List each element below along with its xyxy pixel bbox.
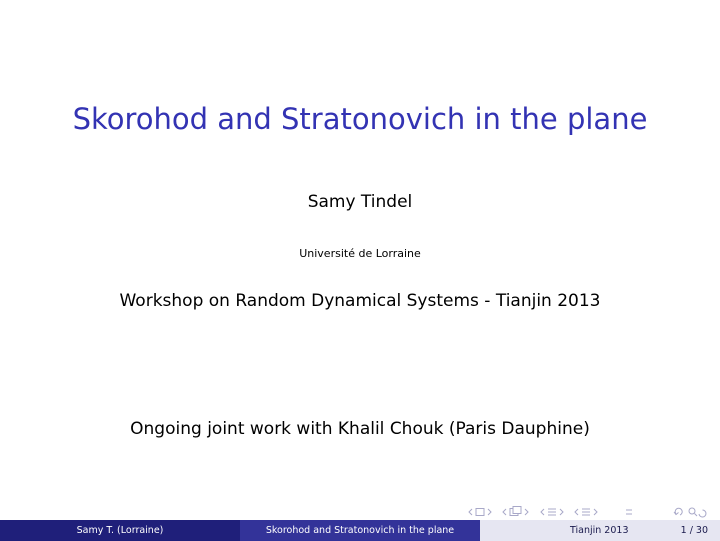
footer-date: Tianjin 2013 <box>570 525 629 536</box>
section-icon[interactable] <box>541 509 563 515</box>
navigation-symbols <box>466 505 710 519</box>
footer-author: Samy T. (Lorraine) <box>0 520 240 541</box>
document-icon[interactable] <box>575 509 597 515</box>
subsection-icon[interactable] <box>503 507 528 516</box>
footline <box>0 520 720 541</box>
page-number: 1 / 30 <box>680 525 708 536</box>
collaboration-note: Ongoing joint work with Khalil Chouk (Paris Dauphine) <box>130 419 590 439</box>
footer-info <box>480 520 720 541</box>
undo-icon[interactable] <box>674 508 682 515</box>
nav-left-arrow[interactable] <box>469 509 472 515</box>
author-name: Samy Tindel <box>307 192 413 212</box>
frame-icon[interactable] <box>476 509 484 516</box>
nav-right-arrow[interactable] <box>488 509 491 515</box>
slide-title: Skorohod and Stratonovich in the plane <box>72 102 648 136</box>
equals-icon[interactable] <box>626 510 632 514</box>
institute: Université de Lorraine <box>299 247 421 260</box>
event-name: Workshop on Random Dynamical Systems - Tianjin 2013 <box>119 291 601 311</box>
search-icon[interactable] <box>689 508 706 517</box>
footer-title: Skorohod and Stratonovich in the plane <box>240 520 480 541</box>
